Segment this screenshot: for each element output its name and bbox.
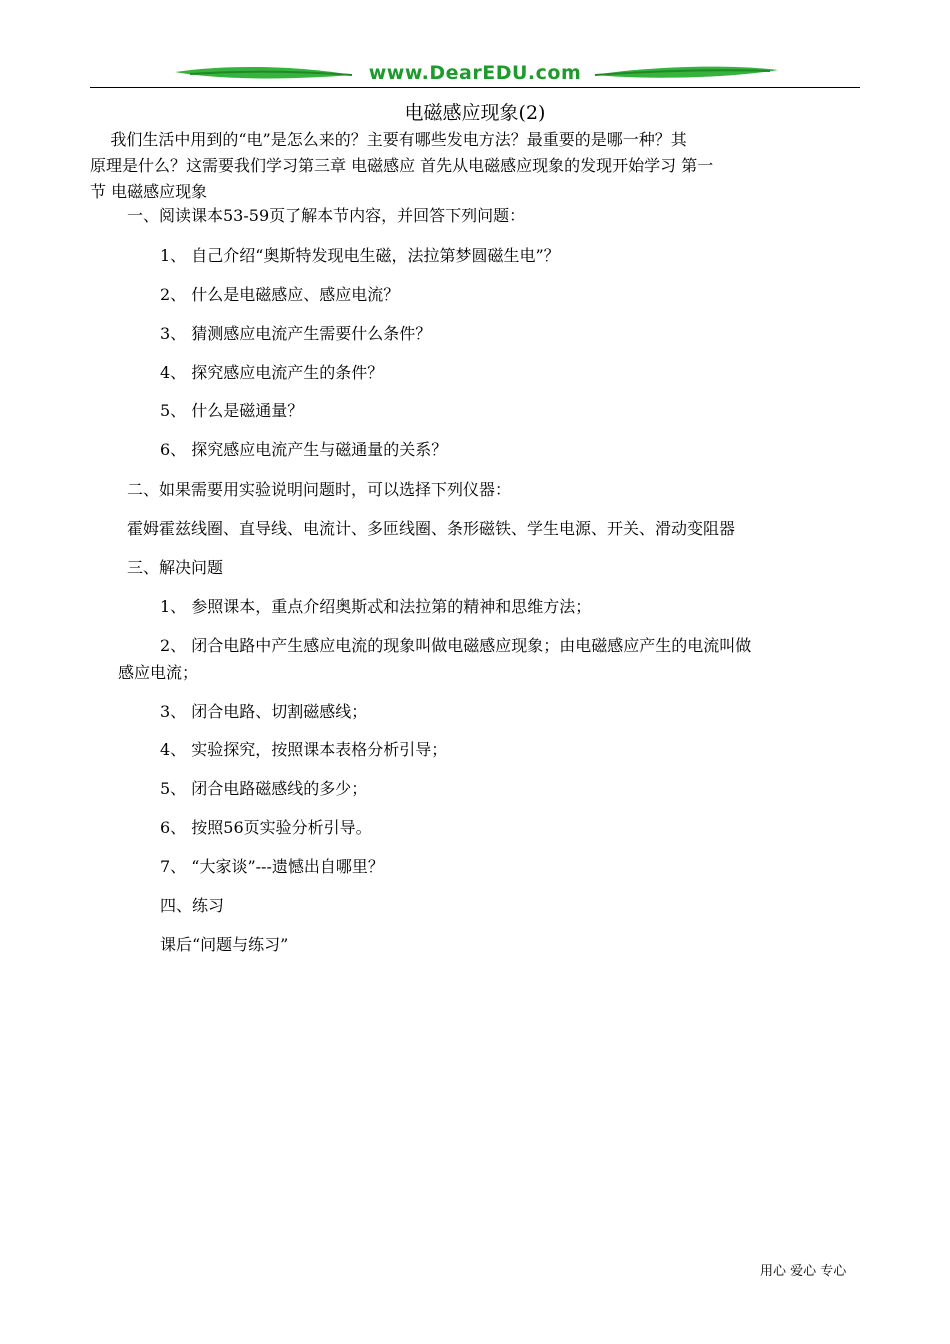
intro-paragraph bbox=[90, 127, 870, 205]
section-1-item: 6、 探究感应电流产生与磁通量的关系？ bbox=[160, 440, 448, 459]
section-4-heading: 四、练习 bbox=[160, 896, 225, 915]
section-3-item: 6、 按照56页实验分析引导。 bbox=[160, 818, 372, 837]
section-3-item: 5、 闭合电路磁感线的多少； bbox=[160, 779, 368, 798]
section-1-heading: 一、阅读课本53-59页了解本节内容，并回答下列问题： bbox=[127, 206, 526, 225]
section-3-item: 7、 “大家谈”---遗憾出自哪里？ bbox=[160, 857, 384, 876]
section-1-item: 3、 猜测感应电流产生需要什么条件？ bbox=[160, 324, 432, 343]
section-3-heading: 三、解决问题 bbox=[127, 558, 224, 577]
section-1-item: 5、 什么是磁通量？ bbox=[160, 401, 304, 420]
section-3-item: 3、 闭合电路、切割磁感线； bbox=[160, 702, 368, 721]
section-1-item: 2、 什么是电磁感应、感应电流？ bbox=[160, 285, 400, 304]
section-3-item: 2、 闭合电路中产生感应电流的现象叫做电磁感应现象；由电磁感应产生的电流叫做 bbox=[160, 636, 752, 655]
intro-line: 原理是什么？这需要我们学习第三章 电磁感应 首先从电磁感应现象的发现开始学习 第一 bbox=[90, 156, 714, 175]
section-2-heading: 二、如果需要用实验说明问题时，可以选择下列仪器： bbox=[127, 480, 512, 499]
site-logo-text: www.DearEDU.com bbox=[368, 62, 582, 84]
intro-line: 节 电磁感应现象 bbox=[90, 182, 208, 201]
intro-line: 我们生活中用到的“电”是怎么来的？主要有哪些发电方法？最重要的是哪一种？其 bbox=[90, 130, 687, 149]
header-divider bbox=[90, 87, 860, 88]
section-3-item-continuation: 感应电流； bbox=[118, 663, 199, 682]
page-title: 电磁感应现象(2) bbox=[404, 102, 546, 124]
section-1-item: 1、 自己介绍“奥斯特发现电生磁，法拉第梦圆磁生电”？ bbox=[160, 246, 560, 265]
header-banner bbox=[90, 58, 860, 90]
section-1-item: 4、 探究感应电流产生的条件？ bbox=[160, 363, 384, 382]
section-4-content: 课后“问题与练习” bbox=[160, 935, 289, 954]
section-3-item: 1、 参照课本，重点介绍奥斯忒和法拉第的精神和思维方法； bbox=[160, 597, 592, 616]
page-footer: 用心 爱心 专心 bbox=[760, 1264, 847, 1279]
section-2-content: 霍姆霍兹线圈、直导线、电流计、多匝线圈、条形磁铁、学生电源、开关、滑动变阻器 bbox=[127, 519, 736, 538]
section-3-item: 4、 实验探究，按照课本表格分析引导； bbox=[160, 740, 448, 759]
